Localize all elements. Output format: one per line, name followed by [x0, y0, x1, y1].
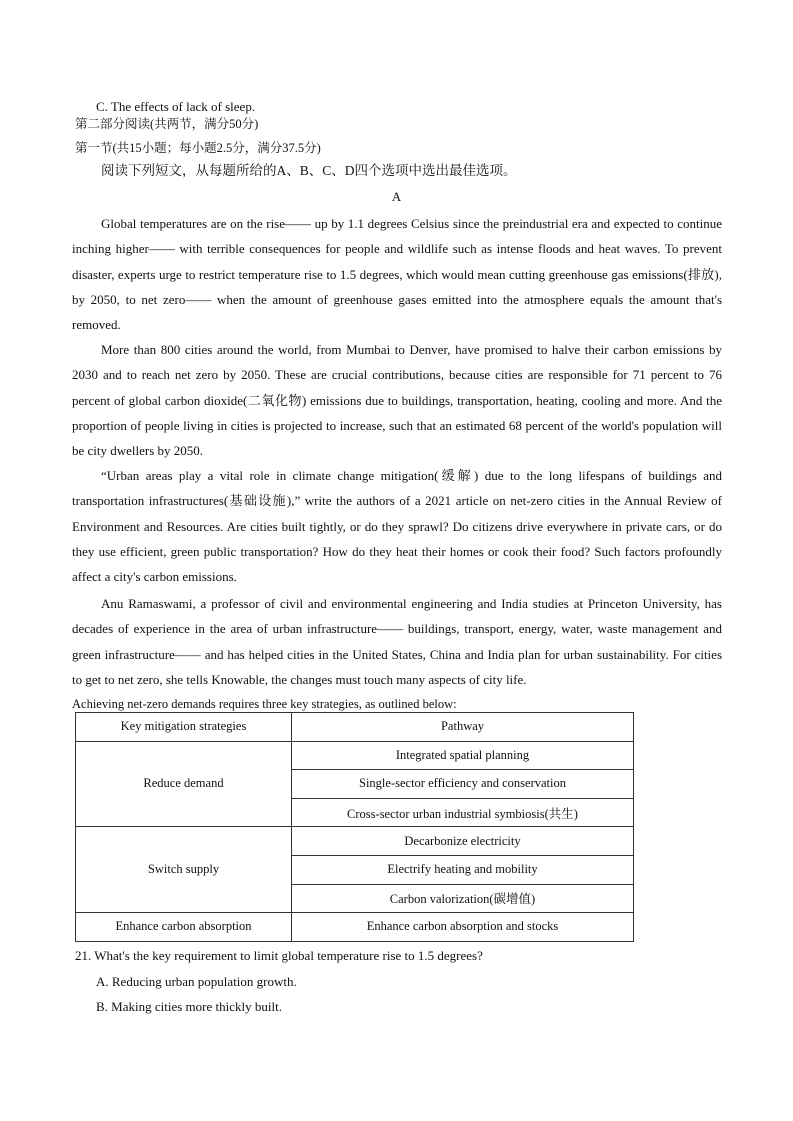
header-pathway: Pathway — [292, 713, 634, 742]
table-intro: Achieving net-zero demands requires three key strategies, as outlined below: — [72, 697, 457, 711]
question-option-b: B. Making cities more thickly built. — [96, 999, 282, 1014]
pathway-cell: Enhance carbon absorption and stocks — [292, 913, 634, 942]
strategy-cell: Enhance carbon absorption — [76, 913, 292, 942]
subsection-header: 第一节(共15小题；每小题2.5分，满分37.5分) — [75, 141, 321, 155]
strategy-cell: Reduce demand — [76, 741, 292, 827]
pathway-cell: Electrify heating and mobility — [292, 855, 634, 884]
question-option-a: A. Reducing urban population growth. — [96, 974, 297, 989]
pathway-cell: Integrated spatial planning — [292, 741, 634, 770]
section-header: 第二部分阅读(共两节，满分50分) — [75, 117, 259, 131]
instruction-text: 阅读下列短文，从每题所给的A、B、C、D四个选项中选出最佳选项。 — [101, 163, 517, 178]
question-stem: 21. What's the key requirement to limit global temperature rise to 1.5 degrees? — [75, 948, 483, 963]
table-row — [76, 913, 634, 942]
pathway-cell: Decarbonize electricity — [292, 827, 634, 856]
header-strategy: Key mitigation strategies — [76, 713, 292, 742]
paragraph-2: More than 800 cities around the world, from Mumbai to Denver, have promised to halve their carbon emissions by 2030 and to reach net zero by 2050. These are crucial contributions, because cities are responsible for 71 percent to 76 percent of global carbon dioxide(二氧化物) emissions due to buildings, transportation, heating, cooling and more. And the proportion of people living in cities is projected to increase, such that an estimated 68 percent of the world's population will be city dwellers by 2050. — [72, 342, 722, 459]
previous-option-c: C. The effects of lack of sleep. — [96, 99, 256, 114]
paragraph-3: “Urban areas play a vital role in climate change mitigation(缓解) due to the long lifespans of buildings and transportation infrastructures(基础设施),” write the authors of a 2021 article on net-zero cities in the Annual Review of Environment and Resources. Are cities built tightly, or do they sprawl? Do citizens drive everywhere in private cars, or do they use efficient, green public transportation? How do they heat their homes or cook their food? Such factors profoundly affect a city's carbon emissions. — [72, 468, 722, 585]
pathway-cell: Single-sector efficiency and conservation — [292, 770, 634, 799]
table-row — [76, 827, 634, 856]
table-header-row — [76, 713, 634, 742]
pathway-cell: Cross-sector urban industrial symbiosis(共生) — [292, 798, 634, 827]
strategies-table — [75, 712, 634, 942]
pathway-cell: Carbon valorization(碳增值) — [292, 884, 634, 913]
table-row — [76, 741, 634, 770]
strategy-cell: Switch supply — [76, 827, 292, 913]
paragraph-1: Global temperatures are on the rise—— up by 1.1 degrees Celsius since the preindustrial era and expected to continue inching higher—— with terrible consequences for people and wildlife such as intense floods and heat waves. To prevent disaster, experts urge to restrict temperature rise to 1.5 degrees, which would mean cutting greenhouse gas emissions(排放), by 2050, to net zero—— when the amount of greenhouse gases emitted into the atmosphere equals the amount that's removed. — [72, 216, 722, 333]
paragraph-4: Anu Ramaswami, a professor of civil and environmental engineering and India studies at Princeton University, has decades of experience in the area of urban infrastructure—— buildings, transport, energy, water, waste management and green infrastructure—— and has helped cities in the United States, China and India plan for urban sustainability. For cities to get to net zero, she tells Knowable, the changes must touch many aspects of city life. — [72, 596, 722, 687]
passage-label: A — [391, 189, 402, 204]
